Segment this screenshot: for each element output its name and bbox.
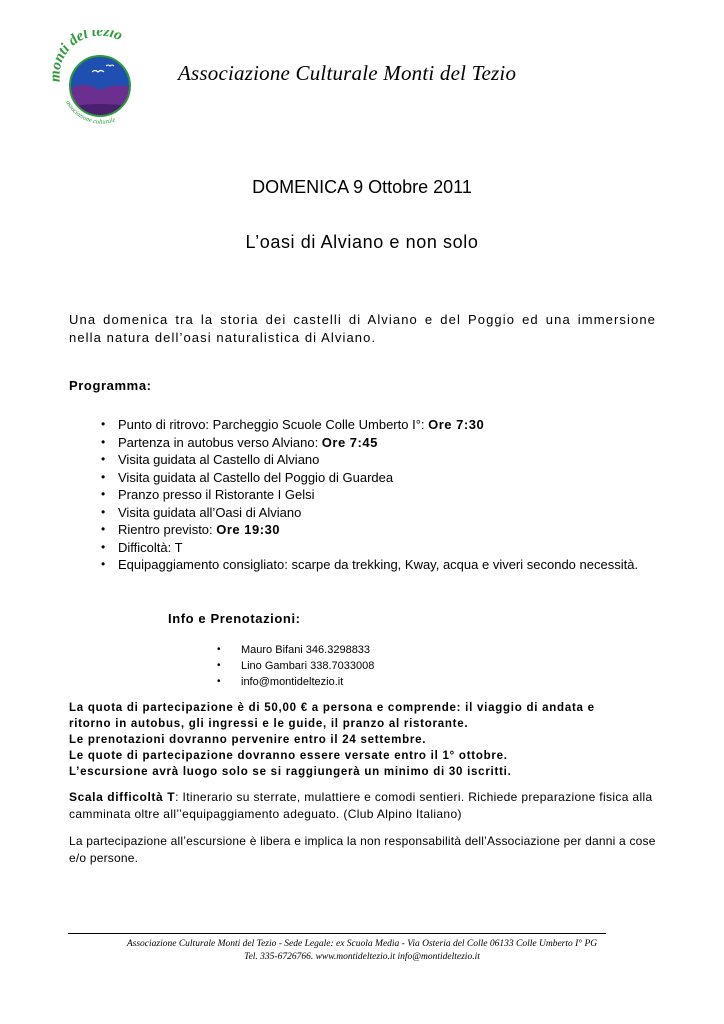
bullet-icon: • (101, 469, 106, 484)
list-item: • Rientro previsto: Ore 19:30 (101, 522, 281, 537)
list-item: • Visita guidata al Castello di Alviano (101, 452, 320, 467)
note-line: Le quote di partecipazione dovranno essere versate entro il 1° ottobre. (69, 750, 508, 762)
list-item: • Difficoltà: T (101, 539, 183, 555)
contacts-list (217, 642, 375, 690)
footer (0, 938, 724, 964)
bullet-icon: • (101, 522, 106, 536)
logo-subtext: associazione culturale (64, 99, 117, 126)
list-item: • Visita guidata al Castello del Poggio di Guardea (101, 469, 394, 485)
bullet-icon: • (101, 504, 106, 519)
event-date: DOMENICA 9 Ottobre 2011 (252, 177, 472, 197)
note-line: Le prenotazioni dovranno pervenire entro il 24 settembre. (69, 734, 427, 746)
footer-address: Associazione Culturale Monti del Tezio - Sede Legale: ex Scuola Media - Via Osteria del Colle 06133 Colle Umberto I° PG (126, 939, 598, 949)
bullet-icon: • (217, 660, 221, 671)
note-line: L’escursione avrà luogo solo se si raggiungerà un minimo di 30 iscritti. (69, 766, 512, 778)
participation-note: La partecipazione all’escursione è libera e implica la non responsabilità dell’Associazione per danni a cose e/o persone. (69, 834, 656, 865)
logo (52, 30, 148, 130)
bullet-icon: • (217, 676, 221, 687)
intro-paragraph: Una domenica tra la storia dei castelli di Alviano e del Poggio ed una immersione nella natura dell’oasi naturalistica di Alviano. (69, 312, 656, 345)
event-title: L’oasi di Alviano e non solo (245, 232, 479, 252)
bullet-icon: • (101, 417, 106, 431)
list-item: • Punto di ritrovo: Parcheggio Scuole Colle Umberto I°: Ore 7:30 (101, 417, 485, 432)
note-line: La quota di partecipazione è di 50,00 € a persona e comprende: il viaggio di andata e (69, 702, 595, 714)
difficulty-scale: Scala difficoltà T: Itinerario su sterrate, mulattiere e comodi sentieri. Richiede preparazione fisica alla camminata oltre all’’equipaggiamento adeguato. (Club Alpino Italiano) (69, 790, 653, 821)
organization-title: Associazione Culturale Monti del Tezio (178, 61, 517, 85)
list-item: • Pranzo presso il Ristorante I Gelsi (101, 487, 315, 502)
contact-email[interactable]: • info@montideltezio.it (217, 676, 344, 688)
programma-list (101, 416, 678, 574)
bullet-icon: • (101, 557, 106, 571)
list-item: • Equipaggiamento consigliato: scarpe da trekking, Kway, acqua e viveri secondo necessità. (101, 557, 639, 572)
bullet-icon: • (101, 452, 106, 466)
bullet-icon: • (101, 434, 106, 449)
contact-item: • Mauro Bifani 346.3298833 (217, 644, 371, 656)
footer-contacts: Tel. 335-6726766. www.montideltezio.it info@montideltezio.it (244, 952, 480, 962)
info-title: Info e Prenotazioni: (168, 611, 301, 626)
bullet-icon: • (217, 644, 221, 655)
footer-divider (68, 933, 606, 934)
difficulty-scale-label: Scala difficoltà T (69, 790, 176, 804)
notes-block (69, 700, 669, 780)
logo-emblem (52, 30, 148, 130)
contact-item: • Lino Gambari 338.7033008 (217, 660, 375, 672)
note-line: ritorno in autobus, gli ingressi e le guide, il pranzo al ristorante. (69, 718, 469, 730)
programma-title: Programma: (69, 378, 152, 393)
list-item: • Visita guidata all’Oasi di Alviano (101, 504, 302, 520)
logo-text: nti del tezio (52, 30, 125, 65)
bullet-icon: • (101, 539, 106, 554)
list-item: • Partenza in autobus verso Alviano: Ore 7:45 (101, 434, 378, 450)
bullet-icon: • (101, 487, 106, 501)
